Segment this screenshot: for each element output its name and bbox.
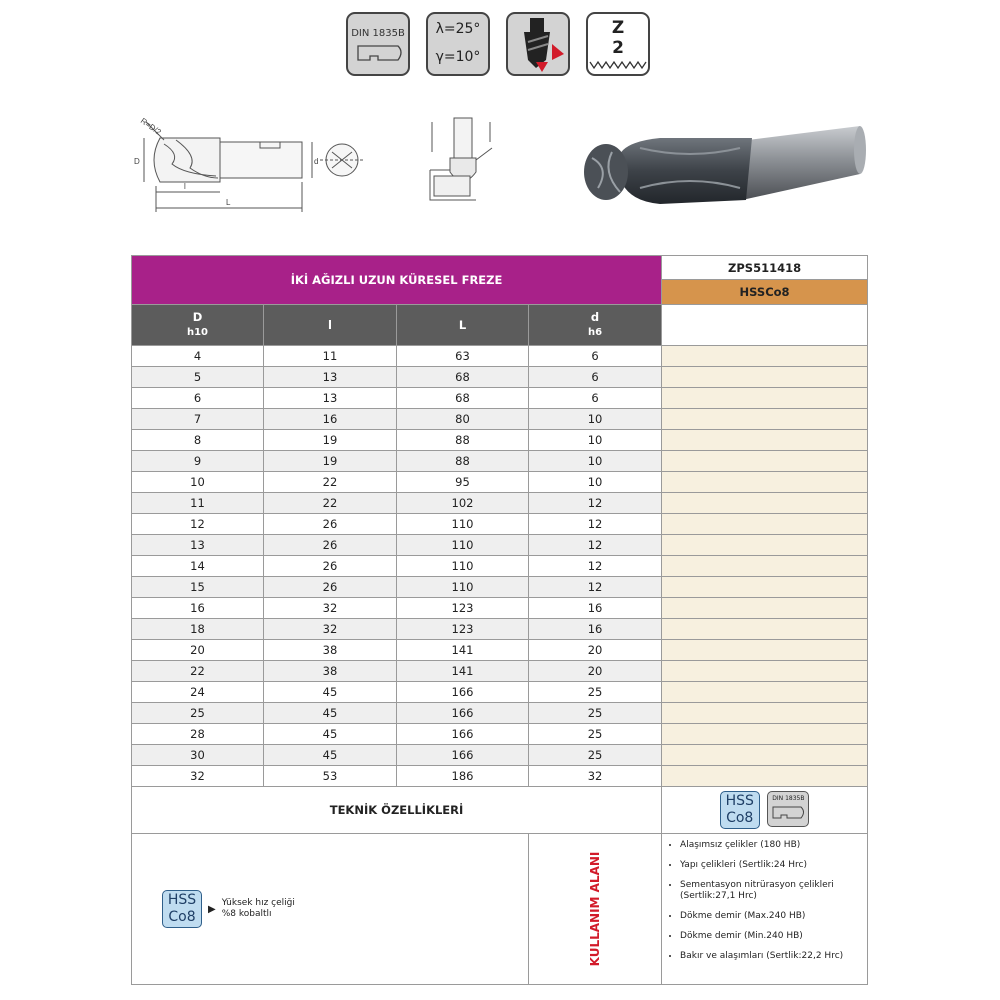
L-label: L xyxy=(226,198,231,207)
flute-count-icon xyxy=(586,12,650,76)
d-label-right: d xyxy=(314,157,319,166)
hss-badge-line2: Co8 xyxy=(726,810,754,826)
cell-D: 8 xyxy=(132,430,264,451)
cell-d: 12 xyxy=(529,514,662,535)
z-label: Z xyxy=(611,18,625,38)
cell-d: 10 xyxy=(529,472,662,493)
table-row xyxy=(132,661,868,682)
table-row xyxy=(132,598,868,619)
table-row xyxy=(132,556,868,577)
cell-D: 5 xyxy=(132,367,264,388)
cell-l: 11 xyxy=(264,346,397,367)
cell-l: 32 xyxy=(264,619,397,640)
cell-L: 166 xyxy=(397,745,529,766)
technical-title: TEKNİK ÖZELLİKLERİ xyxy=(132,787,662,834)
cell-D: 11 xyxy=(132,493,264,514)
cell-price xyxy=(662,409,868,430)
cell-D: 28 xyxy=(132,724,264,745)
cell-L: 166 xyxy=(397,682,529,703)
usage-item: • Alaşımsız çelikler (180 HB) xyxy=(680,840,867,851)
lambda-angle: λ=25° xyxy=(435,21,481,37)
material-label: HSSCo8 xyxy=(662,280,868,305)
cell-l: 22 xyxy=(264,472,397,493)
table-row xyxy=(132,577,868,598)
cell-l: 13 xyxy=(264,388,397,409)
end-mill-render xyxy=(584,108,866,204)
cell-L: 68 xyxy=(397,367,529,388)
cell-l: 45 xyxy=(264,724,397,745)
cell-d: 25 xyxy=(529,682,662,703)
shank-outline-icon xyxy=(348,42,408,72)
cell-l: 22 xyxy=(264,493,397,514)
cell-d: 16 xyxy=(529,598,662,619)
hss-large-line2: Co8 xyxy=(168,909,196,925)
cell-D: 14 xyxy=(132,556,264,577)
header-D-tolerance: h10 xyxy=(186,327,209,338)
product-code: ZPS511418 xyxy=(662,256,868,280)
din-shank-small-icon xyxy=(767,791,809,827)
cell-L: 166 xyxy=(397,724,529,745)
cell-l: 16 xyxy=(264,409,397,430)
cell-L: 110 xyxy=(397,556,529,577)
cell-price xyxy=(662,661,868,682)
cell-L: 141 xyxy=(397,661,529,682)
table-row xyxy=(132,682,868,703)
cell-D: 25 xyxy=(132,703,264,724)
cell-L: 110 xyxy=(397,535,529,556)
usage-list-cell xyxy=(662,834,868,985)
cell-price xyxy=(662,577,868,598)
cell-l: 13 xyxy=(264,367,397,388)
cell-L: 68 xyxy=(397,388,529,409)
technical-icons xyxy=(662,787,868,834)
cell-l: 45 xyxy=(264,745,397,766)
tool-dimension-drawing xyxy=(120,108,880,228)
cell-L: 88 xyxy=(397,430,529,451)
l-label: l xyxy=(184,182,186,191)
table-row xyxy=(132,472,868,493)
radius-label: R=D/2 xyxy=(138,116,163,137)
cell-price xyxy=(662,766,868,787)
table-row xyxy=(132,724,868,745)
cell-D: 6 xyxy=(132,388,264,409)
cell-d: 20 xyxy=(529,640,662,661)
cell-price xyxy=(662,703,868,724)
cell-d: 10 xyxy=(529,430,662,451)
header-d-label: d xyxy=(590,310,600,324)
din-shank-icon xyxy=(346,12,410,76)
cell-d: 6 xyxy=(529,346,662,367)
usage-item: • Yapı çelikleri (Sertlik:24 Hrc) xyxy=(680,860,867,871)
cell-L: 123 xyxy=(397,598,529,619)
cell-d: 25 xyxy=(529,745,662,766)
cell-L: 186 xyxy=(397,766,529,787)
cell-D: 7 xyxy=(132,409,264,430)
table-row xyxy=(132,745,868,766)
cell-d: 12 xyxy=(529,493,662,514)
desc-line2: %8 kobaltlı xyxy=(221,909,272,919)
cell-price xyxy=(662,535,868,556)
hss-co8-badge-large xyxy=(162,890,202,928)
cell-d: 6 xyxy=(529,388,662,409)
usage-item: • Dökme demir (Min.240 HB) xyxy=(680,931,867,942)
cell-L: 141 xyxy=(397,640,529,661)
header-d xyxy=(529,305,662,346)
cell-L: 166 xyxy=(397,703,529,724)
cell-D: 16 xyxy=(132,598,264,619)
table-row xyxy=(132,430,868,451)
cell-D: 18 xyxy=(132,619,264,640)
technical-drawings xyxy=(120,108,880,228)
cell-L: 80 xyxy=(397,409,529,430)
cell-price xyxy=(662,724,868,745)
cell-D: 9 xyxy=(132,451,264,472)
hss-co8-badge xyxy=(720,791,760,829)
cell-L: 110 xyxy=(397,577,529,598)
cutting-direction-icon xyxy=(506,12,570,76)
cell-L: 63 xyxy=(397,346,529,367)
cell-L: 123 xyxy=(397,619,529,640)
table-row xyxy=(132,766,868,787)
cell-price xyxy=(662,682,868,703)
d-label-left: D xyxy=(134,157,140,166)
cell-price xyxy=(662,367,868,388)
table-row xyxy=(132,619,868,640)
table-row xyxy=(132,451,868,472)
cell-D: 10 xyxy=(132,472,264,493)
header-L: L xyxy=(397,305,529,346)
header-l: l xyxy=(264,305,397,346)
spec-icon-row xyxy=(346,12,650,76)
usage-item: • Bakır ve alaşımları (Sertlik:22,2 Hrc) xyxy=(680,951,867,962)
z-value: 2 xyxy=(612,38,624,58)
teeth-icon xyxy=(588,58,648,72)
cell-price xyxy=(662,745,868,766)
table-row xyxy=(132,388,868,409)
cell-price xyxy=(662,472,868,493)
header-price: FİYAT EUR xyxy=(662,305,868,346)
table-row xyxy=(132,367,868,388)
header-D xyxy=(132,305,264,346)
cell-L: 95 xyxy=(397,472,529,493)
cell-D: 30 xyxy=(132,745,264,766)
cell-L: 102 xyxy=(397,493,529,514)
header-d-tolerance: h6 xyxy=(587,327,603,338)
cell-l: 19 xyxy=(264,430,397,451)
usage-list xyxy=(662,840,867,962)
cell-D: 13 xyxy=(132,535,264,556)
cell-D: 24 xyxy=(132,682,264,703)
cell-price xyxy=(662,493,868,514)
table-row xyxy=(132,703,868,724)
usage-title-cell xyxy=(529,834,662,985)
cell-price xyxy=(662,598,868,619)
cell-d: 25 xyxy=(529,724,662,745)
cell-price xyxy=(662,388,868,409)
cell-l: 19 xyxy=(264,451,397,472)
cell-L: 110 xyxy=(397,514,529,535)
cell-l: 45 xyxy=(264,682,397,703)
hss-badge-line1: HSS xyxy=(725,793,754,809)
usage-item: • Sementasyon nitrürasyon çelikleri (Sertlik:27,1 Hrc) xyxy=(680,880,867,902)
cell-D: 32 xyxy=(132,766,264,787)
cell-price xyxy=(662,556,868,577)
table-row xyxy=(132,640,868,661)
dimension-table xyxy=(131,255,868,985)
arrow-right-icon: ▶ xyxy=(208,903,216,915)
material-desc-text xyxy=(222,898,295,920)
helix-angle-icon xyxy=(426,12,490,76)
cell-price xyxy=(662,514,868,535)
cell-D: 20 xyxy=(132,640,264,661)
cell-l: 26 xyxy=(264,577,397,598)
cell-l: 45 xyxy=(264,703,397,724)
cell-l: 53 xyxy=(264,766,397,787)
cell-d: 12 xyxy=(529,535,662,556)
usage-title: KULLANIM ALANI xyxy=(588,851,603,967)
din-label: DIN 1835B xyxy=(351,28,405,39)
cell-D: 22 xyxy=(132,661,264,682)
cell-L: 88 xyxy=(397,451,529,472)
cell-D: 12 xyxy=(132,514,264,535)
hss-large-line1: HSS xyxy=(167,892,197,908)
table-row xyxy=(132,493,868,514)
cell-price xyxy=(662,451,868,472)
desc-line1: Yüksek hız çeliği xyxy=(221,898,295,908)
cell-d: 10 xyxy=(529,409,662,430)
cell-d: 6 xyxy=(529,367,662,388)
cell-d: 16 xyxy=(529,619,662,640)
cell-l: 26 xyxy=(264,535,397,556)
cell-d: 12 xyxy=(529,577,662,598)
usage-item: • Dökme demir (Max.240 HB) xyxy=(680,911,867,922)
material-description xyxy=(132,834,529,985)
table-row xyxy=(132,346,868,367)
cell-d: 10 xyxy=(529,451,662,472)
cell-price xyxy=(662,346,868,367)
din-small-label: DIN 1835B xyxy=(772,795,805,802)
cell-d: 32 xyxy=(529,766,662,787)
table-row xyxy=(132,409,868,430)
cell-d: 25 xyxy=(529,703,662,724)
cell-D: 4 xyxy=(132,346,264,367)
cell-l: 26 xyxy=(264,514,397,535)
header-D-label: D xyxy=(192,310,203,324)
cell-price xyxy=(662,640,868,661)
cell-l: 38 xyxy=(264,661,397,682)
table-row xyxy=(132,535,868,556)
table-title: İKİ AĞIZLI UZUN KÜRESEL FREZE xyxy=(132,256,662,305)
cell-D: 15 xyxy=(132,577,264,598)
cell-d: 20 xyxy=(529,661,662,682)
gamma-angle: γ=10° xyxy=(435,49,481,65)
cell-price xyxy=(662,430,868,451)
cell-d: 12 xyxy=(529,556,662,577)
cell-price xyxy=(662,619,868,640)
cell-l: 26 xyxy=(264,556,397,577)
cell-l: 38 xyxy=(264,640,397,661)
cell-l: 32 xyxy=(264,598,397,619)
table-row xyxy=(132,514,868,535)
